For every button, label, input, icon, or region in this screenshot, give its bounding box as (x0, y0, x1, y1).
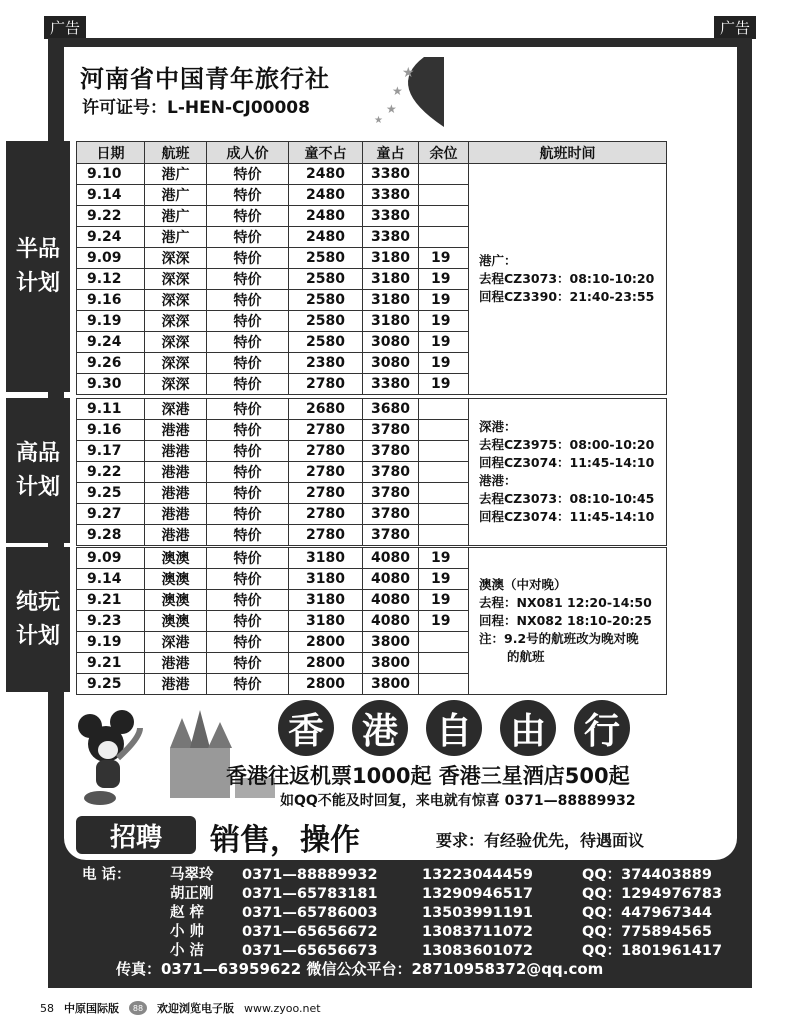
promo-title-char: 港 (352, 700, 408, 756)
phone-label: 电 话： (82, 867, 131, 883)
cell-date: 9.22 (77, 462, 145, 483)
cell-date: 9.21 (77, 590, 145, 611)
cell-date: 9.19 (77, 632, 145, 653)
cell-flight: 深深 (145, 248, 207, 269)
cell-child-bed: 3380 (363, 374, 419, 395)
cell-seats (419, 164, 469, 185)
cell-date: 9.11 (77, 399, 145, 420)
footer-contact-row (82, 866, 732, 885)
cell-adult-price: 特价 (207, 332, 289, 353)
cell-seats (419, 399, 469, 420)
column-header: 航班时间 (469, 142, 667, 164)
publication-logo-icon: 88 (129, 1001, 147, 1015)
page-number: 58 (40, 1001, 54, 1015)
cell-flight: 澳澳 (145, 569, 207, 590)
cell-seats (419, 483, 469, 504)
promo-prices: 香港往返机票1000起 香港三星酒店500起 (226, 764, 630, 788)
cell-date: 9.26 (77, 353, 145, 374)
cell-child-no-bed: 3180 (289, 611, 363, 632)
cell-child-bed: 4080 (363, 548, 419, 569)
cell-seats (419, 420, 469, 441)
cell-child-no-bed: 2480 (289, 185, 363, 206)
table-row (77, 399, 667, 420)
page-footer (40, 1000, 321, 1016)
contact-qq: QQ：1294976783 (582, 886, 723, 902)
cell-child-bed: 3780 (363, 420, 419, 441)
cell-seats (419, 653, 469, 674)
contact-name: 胡正刚 (446, 68, 486, 83)
contact-name: 小 洁 (446, 119, 477, 134)
flight-time-line: 注：9.2号的航班改为晚对晚 (479, 631, 639, 646)
cell-child-no-bed: 2580 (289, 311, 363, 332)
cell-date: 9.25 (77, 674, 145, 695)
cell-date: 9.24 (77, 227, 145, 248)
section-label-semi: 半品计划 (6, 141, 70, 392)
cell-seats (419, 185, 469, 206)
recruit-badge: 招聘 (76, 816, 196, 854)
cell-flight: 深港 (145, 632, 207, 653)
flight-time-line: 去程CZ3073：08:10-10:20 (479, 271, 655, 286)
cell-adult-price: 特价 (207, 569, 289, 590)
svg-text:★: ★ (386, 102, 397, 116)
cell-seats: 19 (419, 248, 469, 269)
cell-flight: 澳澳 (145, 548, 207, 569)
cell-child-no-bed: 3180 (289, 590, 363, 611)
cell-child-no-bed: 2780 (289, 441, 363, 462)
flight-time-line: 去程CZ3975：08:00-10:20 (479, 437, 655, 452)
cell-seats: 19 (419, 269, 469, 290)
phone-label (82, 904, 170, 923)
cell-child-bed: 3780 (363, 525, 419, 546)
cell-child-no-bed: 2480 (289, 206, 363, 227)
section-label-pure: 纯玩计划 (6, 547, 70, 692)
plan-table-pure (76, 547, 667, 695)
column-header: 成人价 (207, 142, 289, 164)
cell-child-no-bed: 2480 (289, 164, 363, 185)
stars-decoration-icon (364, 57, 444, 127)
cell-child-no-bed: 2780 (289, 504, 363, 525)
cell-date: 9.28 (77, 525, 145, 546)
cell-child-no-bed: 2680 (289, 399, 363, 420)
cell-child-bed: 3800 (363, 674, 419, 695)
cell-adult-price: 特价 (207, 504, 289, 525)
flight-time-line: 澳澳（中对晚） (479, 577, 567, 592)
cell-child-no-bed: 2580 (289, 332, 363, 353)
cell-flight: 港广 (145, 164, 207, 185)
promo-title (278, 700, 630, 756)
cell-flight: 港港 (145, 462, 207, 483)
contact-phone: 0371—65656672 (242, 924, 378, 940)
header-contacts (446, 50, 734, 135)
cell-adult-price: 特价 (207, 548, 289, 569)
promo-title-char: 由 (500, 700, 556, 756)
flight-time-line: 回程CZ3074：11:45-14:10 (479, 455, 655, 470)
agency-header (64, 47, 444, 133)
cell-date: 9.19 (77, 311, 145, 332)
contact-mobile: 13503991191 (634, 85, 734, 100)
cell-adult-price: 特价 (207, 462, 289, 483)
cell-date: 9.24 (77, 332, 145, 353)
plan-table-premium (76, 398, 667, 546)
contact-mobile: 13290946517 (422, 886, 533, 902)
flight-time-line: 回程CZ3390：21:40-23:55 (479, 289, 655, 304)
cell-adult-price: 特价 (207, 590, 289, 611)
cell-seats (419, 504, 469, 525)
cell-child-no-bed: 2480 (289, 227, 363, 248)
contact-mobile: 13083711072 (422, 924, 533, 940)
cell-child-bed: 3080 (363, 353, 419, 374)
cell-adult-price: 特价 (207, 632, 289, 653)
cell-child-bed: 4080 (363, 590, 419, 611)
cell-seats (419, 227, 469, 248)
cell-flight: 深深 (145, 332, 207, 353)
cell-flight: 港港 (145, 674, 207, 695)
cell-child-bed: 3800 (363, 632, 419, 653)
cell-date: 9.27 (77, 504, 145, 525)
cell-flight: 深深 (145, 353, 207, 374)
cell-date: 9.10 (77, 164, 145, 185)
cell-flight: 港广 (145, 185, 207, 206)
cell-flight: 港港 (145, 504, 207, 525)
cell-child-bed: 3780 (363, 441, 419, 462)
cell-child-bed: 3380 (363, 227, 419, 248)
cell-adult-price: 特价 (207, 227, 289, 248)
cell-adult-price: 特价 (207, 441, 289, 462)
cell-child-bed: 3380 (363, 206, 419, 227)
cell-child-no-bed: 2800 (289, 674, 363, 695)
cell-child-bed: 3780 (363, 462, 419, 483)
table-header-row (77, 142, 667, 164)
svg-text:★: ★ (402, 65, 415, 81)
contact-mobile: 13290946517 (634, 68, 734, 83)
cell-adult-price: 特价 (207, 164, 289, 185)
cell-adult-price: 特价 (207, 206, 289, 227)
cell-flight: 港港 (145, 441, 207, 462)
cell-adult-price: 特价 (207, 353, 289, 374)
cell-child-bed: 3180 (363, 269, 419, 290)
plan-table-semi (76, 141, 667, 395)
contact-name: 马翠玲 (170, 867, 214, 883)
cell-seats (419, 525, 469, 546)
cell-child-no-bed: 2580 (289, 269, 363, 290)
contact-phone: 0371-65783181 (500, 68, 614, 83)
cell-seats (419, 441, 469, 462)
contact-qq: QQ：1801961417 (582, 943, 723, 959)
cell-date: 9.16 (77, 290, 145, 311)
cell-child-no-bed: 2800 (289, 632, 363, 653)
contact-phone: 0371-88889932 (500, 51, 614, 66)
cell-seats (419, 462, 469, 483)
cell-flight: 澳澳 (145, 590, 207, 611)
cell-adult-price: 特价 (207, 611, 289, 632)
recruit-positions: 销售，操作 (210, 823, 360, 858)
flight-times (469, 548, 667, 695)
cell-child-no-bed: 2800 (289, 653, 363, 674)
ad-tag-left: 广告 (44, 16, 86, 39)
promo-title-char: 自 (426, 700, 482, 756)
contact-mobile: 13223044459 (422, 867, 533, 883)
cell-flight: 深港 (145, 399, 207, 420)
cell-child-no-bed: 2780 (289, 525, 363, 546)
mickey-castle-illustration (70, 708, 280, 808)
cell-adult-price: 特价 (207, 399, 289, 420)
cell-child-no-bed: 2780 (289, 420, 363, 441)
cell-child-bed: 4080 (363, 611, 419, 632)
recruit-requirement: 要求：有经验优先，待遇面议 (436, 831, 645, 850)
table-row (77, 548, 667, 569)
cell-adult-price: 特价 (207, 269, 289, 290)
cell-adult-price: 特价 (207, 674, 289, 695)
column-header: 童占 (363, 142, 419, 164)
contact-phone: 0371-65656673 (500, 119, 614, 134)
contact-mobile: 13083711072 (634, 102, 734, 117)
cell-seats: 19 (419, 290, 469, 311)
cell-child-no-bed: 3180 (289, 569, 363, 590)
cell-child-no-bed: 2780 (289, 374, 363, 395)
agency-name: 河南省中国青年旅行社 (80, 65, 330, 93)
cell-child-bed: 3180 (363, 311, 419, 332)
footer-text: 欢迎浏览电子版 (157, 1002, 234, 1015)
cell-child-bed: 3380 (363, 164, 419, 185)
cell-seats: 19 (419, 332, 469, 353)
svg-text:★: ★ (392, 84, 403, 98)
header-contact-row (446, 84, 734, 101)
contact-mobile: 13083601072 (634, 119, 734, 134)
cell-seats: 19 (419, 569, 469, 590)
flight-time-line: 回程CZ3074：11:45-14:10 (479, 509, 655, 524)
footer-url[interactable]: www.zyoo.net (244, 1001, 321, 1015)
flight-time-line: 港港： (479, 473, 517, 488)
footer-contact-row (82, 885, 732, 904)
contact-phone: 0371-65786003 (500, 85, 614, 100)
contact-name: 小 帅 (446, 102, 477, 117)
cell-child-bed: 3380 (363, 185, 419, 206)
cell-child-no-bed: 2780 (289, 462, 363, 483)
cell-child-no-bed: 2780 (289, 483, 363, 504)
contact-phone: 0371—88889932 (242, 867, 378, 883)
cell-adult-price: 特价 (207, 525, 289, 546)
cell-adult-price: 特价 (207, 653, 289, 674)
cell-child-bed: 3180 (363, 248, 419, 269)
cell-adult-price: 特价 (207, 248, 289, 269)
promo-title-char: 行 (574, 700, 630, 756)
cell-flight: 港港 (145, 420, 207, 441)
contact-mobile: 13503991191 (422, 905, 533, 921)
contact-qq: QQ：775894565 (582, 924, 712, 940)
phone-label (82, 923, 170, 942)
footer-contact-row (82, 904, 732, 923)
table-row (77, 164, 667, 185)
column-header: 日期 (77, 142, 145, 164)
contact-phone: 0371—65656673 (242, 943, 378, 959)
cell-adult-price: 特价 (207, 311, 289, 332)
cell-date: 9.17 (77, 441, 145, 462)
column-header: 余位 (419, 142, 469, 164)
svg-text:★: ★ (374, 115, 383, 126)
cell-date: 9.25 (77, 483, 145, 504)
cell-flight: 港港 (145, 653, 207, 674)
flight-time-line: 回程：NX082 18:10-20:25 (479, 613, 652, 628)
cell-flight: 港港 (145, 483, 207, 504)
cell-flight: 港广 (145, 227, 207, 248)
promo-contact-note: 如QQ不能及时回复，来电就有惊喜 0371—88889932 (280, 793, 636, 809)
cell-child-no-bed: 2380 (289, 353, 363, 374)
cell-child-bed: 3780 (363, 504, 419, 525)
cell-seats: 19 (419, 311, 469, 332)
contact-name: 小 帅 (170, 924, 205, 940)
cell-adult-price: 特价 (207, 374, 289, 395)
cell-flight: 港港 (145, 525, 207, 546)
contact-name: 赵 梓 (170, 905, 205, 921)
header-contact-row (446, 118, 734, 135)
cell-child-bed: 3180 (363, 290, 419, 311)
contact-mobile: 13223044459 (634, 51, 734, 66)
ad-tag-right: 广告 (714, 16, 756, 39)
edition-name: 中原国际版 (64, 1002, 119, 1015)
cell-date: 9.30 (77, 374, 145, 395)
phone-label (82, 885, 170, 904)
cell-adult-price: 特价 (207, 420, 289, 441)
cell-seats: 19 (419, 590, 469, 611)
flight-time-line: 去程：NX081 12:20-14:50 (479, 595, 652, 610)
contact-mobile: 13083601072 (422, 943, 533, 959)
cell-seats: 19 (419, 374, 469, 395)
contact-name: 胡正刚 (170, 886, 214, 902)
header-contact-row (446, 101, 734, 118)
flight-time-line: 去程CZ3073：08:10-10:45 (479, 491, 655, 506)
cell-seats: 19 (419, 548, 469, 569)
cell-date: 9.16 (77, 420, 145, 441)
contact-name: 小 洁 (170, 943, 205, 959)
cell-date: 9.09 (77, 548, 145, 569)
contact-name: 马翠玲 (446, 51, 486, 66)
cell-adult-price: 特价 (207, 483, 289, 504)
flight-times (469, 164, 667, 395)
cell-child-no-bed: 3180 (289, 548, 363, 569)
cell-adult-price: 特价 (207, 185, 289, 206)
flight-time-line: 深港： (479, 419, 517, 434)
cell-flight: 港广 (145, 206, 207, 227)
column-header: 航班 (145, 142, 207, 164)
license-number: 许可证号：L-HEN-CJ00008 (82, 98, 310, 118)
cell-child-bed: 3080 (363, 332, 419, 353)
cell-flight: 深深 (145, 269, 207, 290)
cell-child-bed: 3780 (363, 483, 419, 504)
section-label-premium: 高品计划 (6, 398, 70, 543)
cell-flight: 深深 (145, 311, 207, 332)
cell-date: 9.21 (77, 653, 145, 674)
contact-phone: 0371—65783181 (242, 886, 378, 902)
cell-date: 9.09 (77, 248, 145, 269)
column-header: 童不占 (289, 142, 363, 164)
cell-seats: 19 (419, 611, 469, 632)
cell-child-no-bed: 2580 (289, 248, 363, 269)
cell-child-bed: 4080 (363, 569, 419, 590)
contact-phone: 0371-65656672 (500, 102, 614, 117)
cell-child-bed: 3800 (363, 653, 419, 674)
cell-date: 9.14 (77, 185, 145, 206)
fax-wechat-line: 传真：0371—63959622 微信公众平台：28710958372@qq.com (116, 960, 604, 978)
cell-seats (419, 206, 469, 227)
header-contact-row (446, 67, 734, 84)
flight-time-line: 港广： (479, 253, 517, 268)
contact-phone: 0371—65786003 (242, 905, 378, 921)
cell-child-no-bed: 2580 (289, 290, 363, 311)
flight-time-line: 的航班 (507, 649, 545, 664)
cell-adult-price: 特价 (207, 290, 289, 311)
contact-name: 赵 梓 (446, 85, 477, 100)
cell-date: 9.22 (77, 206, 145, 227)
cell-date: 9.12 (77, 269, 145, 290)
cell-flight: 深深 (145, 290, 207, 311)
footer-contact-row (82, 923, 732, 942)
footer-contacts (82, 866, 732, 961)
header-contact-row (446, 50, 734, 67)
cell-seats (419, 632, 469, 653)
flight-times (469, 399, 667, 546)
cell-date: 9.23 (77, 611, 145, 632)
promo-title-char: 香 (278, 700, 334, 756)
contact-qq: QQ：447967344 (582, 905, 712, 921)
cell-flight: 深深 (145, 374, 207, 395)
cell-date: 9.14 (77, 569, 145, 590)
cell-flight: 澳澳 (145, 611, 207, 632)
cell-child-bed: 3680 (363, 399, 419, 420)
cell-seats (419, 674, 469, 695)
cell-seats: 19 (419, 353, 469, 374)
contact-qq: QQ：374403889 (582, 867, 712, 883)
